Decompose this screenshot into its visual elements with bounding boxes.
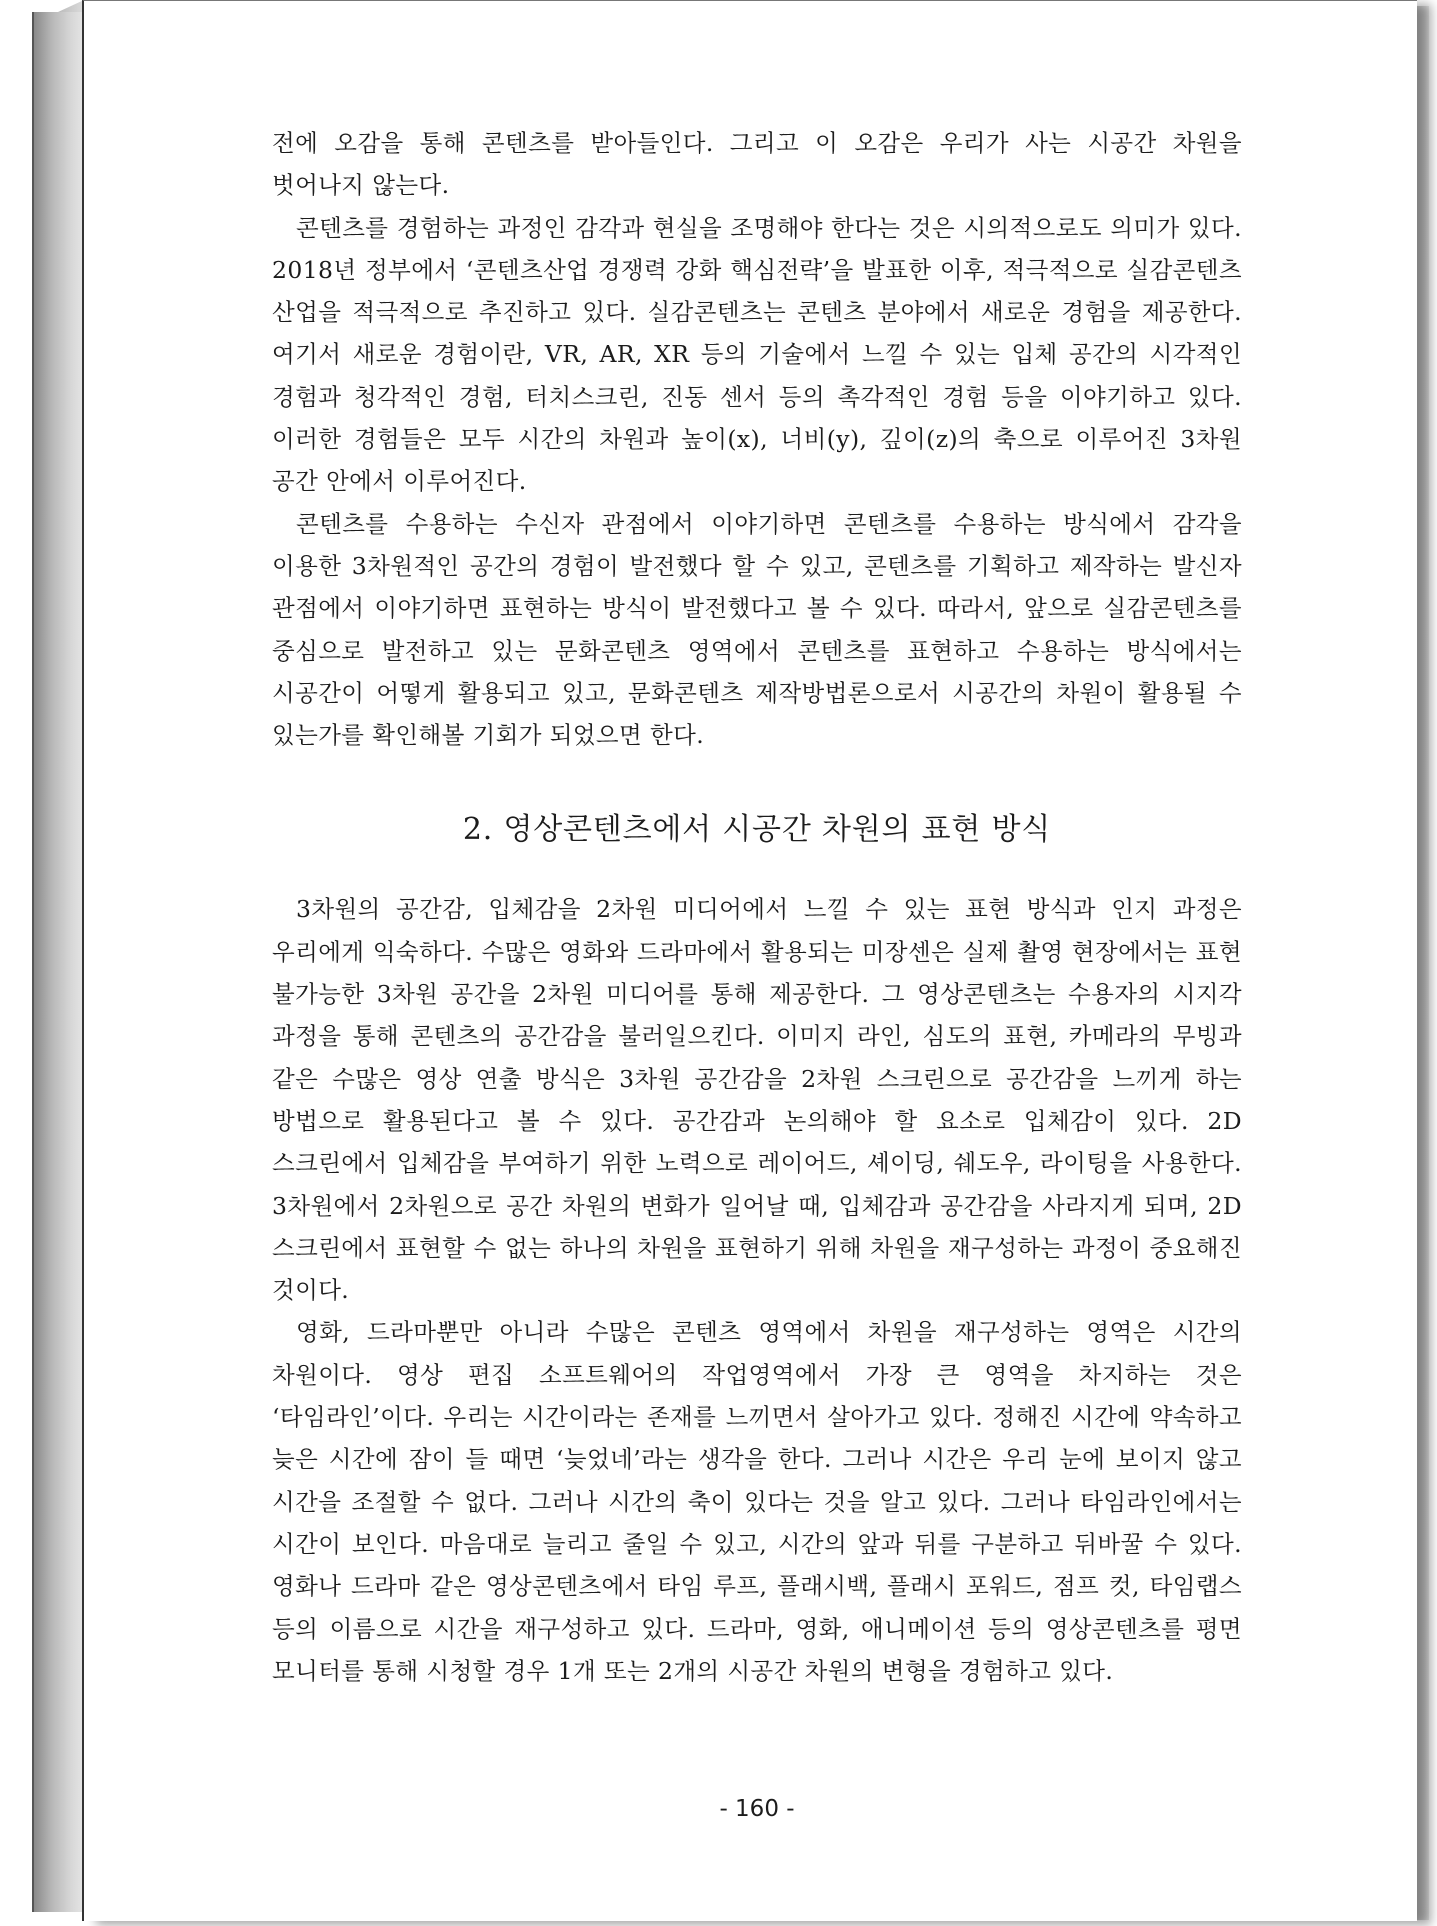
paragraph-time-dimension: 영화, 드라마뿐만 아니라 수많은 콘텐츠 영역에서 차원을 재구성하는 영역은 시간의 차원이다. 영상 편집 소프트웨어의 작업영역에서 가장 큰 영역을 차지하는 것은 ‘타임라인’이다. 우리는 시간이라는 존재를 느끼면서 살아가고 있다. 정해진 시간에 약속하고 늦은 시간에 잠이 들 때면 ‘늦었네’라는 생각을 한다. 그러나 시간은 우리 눈에 보이지 않고 시간을 조절할 수 없다. 그러나 시간의 축이 있다는 것을 알고 있다. 그러나 타임라인에서는 시간이 보인다. 마음대로 늘리고 줄일 수 있고, 시간의 앞과 뒤를 구분하고 뒤바꿀 수 있다. 영화나 드라마 같은 영상콘텐츠에서 타임 루프, 플래시백, 플래시 포워드, 점프 컷, 타임랩스 등의 이름으로 시간을 재구성하고 있다. 드라마, 영화, 애니메이션 등의 영상콘텐츠를 평면 모니터를 통해 시청할 경우 1개 또는 2개의 시공간 차원의 변형을 경험하고 있다. [272, 1318, 1242, 1685]
page-content [272, 122, 1242, 1692]
paragraph-realistic-content: 콘텐츠를 경험하는 과정인 감각과 현실을 조명해야 한다는 것은 시의적으로도 의미가 있다. 2018년 정부에서 ‘콘텐츠산업 경쟁력 강화 핵심전략’을 발표한 이후, 적극적으로 실감콘텐츠 산업을 적극적으로 추진하고 있다. 실감콘텐츠는 콘텐츠 분야에서 새로운 경험을 제공한다. 여기서 새로운 경험이란, VR, AR, XR 등의 기술에서 느낄 수 있는 입체 공간의 시각적인 경험과 청각적인 경험, 터치스크린, 진동 센서 등의 촉각적인 경험 등을 이야기하고 있다. 이러한 경험들은 모두 시간의 차원과 높이(x), 너비(y), 깊이(z)의 축으로 이루어진 3차원 공간 안에서 이루어진다. [272, 213, 1242, 496]
paragraph-continuation: 전에 오감을 통해 콘텐츠를 받아들인다. 그리고 이 오감은 우리가 사는 시공간 차원을 벗어나지 않는다. [272, 129, 1242, 200]
section-title: 2. 영상콘텐츠에서 시공간 차원의 표현 방식 [462, 812, 1052, 848]
paragraph-spatial-expression: 3차원의 공간감, 입체감을 2차원 미디어에서 느낄 수 있는 표현 방식과 인지 과정은 우리에게 익숙하다. 수많은 영화와 드라마에서 활용되는 미장센은 실제 촬영 현장에서는 표현 불가능한 3차원 공간을 2차원 미디어를 통해 제공한다. 그 영상콘텐츠는 수용자의 시지각 과정을 통해 콘텐츠의 공간감을 불러일으킨다. 이미지 라인, 심도의 표현, 카메라의 무빙과 같은 수많은 영상 연출 방식은 3차원 공간감을 2차원 스크린으로 공간감을 느끼게 하는 방법으로 활용된다고 볼 수 있다. 공간감과 논의해야 할 요소로 입체감이 있다. 2D 스크린에서 입체감을 부여하기 위한 노력으로 레이어드, 셰이딩, 쉐도우, 라이팅을 사용한다. 3차원에서 2차원으로 공간 차원의 변화가 일어날 때, 입체감과 공간감을 사라지게 되며, 2D 스크린에서 표현할 수 없는 하나의 차원을 표현하기 위해 차원을 재구성하는 과정이 중요해진 것이다. [272, 895, 1242, 1305]
page-number: - 160 - [719, 1796, 795, 1822]
page-edge-shadow [1415, 6, 1429, 1920]
paragraph-receiver-perspective: 콘텐츠를 수용하는 수신자 관점에서 이야기하면 콘텐츠를 수용하는 방식에서 감각을 이용한 3차원적인 공간의 경험이 발전했다 할 수 있고, 콘텐츠를 기획하고 제작하는 발신자 관점에서 이야기하면 표현하는 방식이 발전했다고 볼 수 있다. 따라서, 앞으로 실감콘텐츠를 중심으로 발전하고 있는 문화콘텐츠 영역에서 콘텐츠를 표현하고 수용하는 방식에서는 시공간이 어떻게 활용되고 있고, 문화콘텐츠 제작방법론으로서 시공간의 차원이 활용될 수 있는가를 확인해볼 기회가 되었으면 한다. [272, 509, 1242, 750]
book-spine [32, 12, 86, 1912]
